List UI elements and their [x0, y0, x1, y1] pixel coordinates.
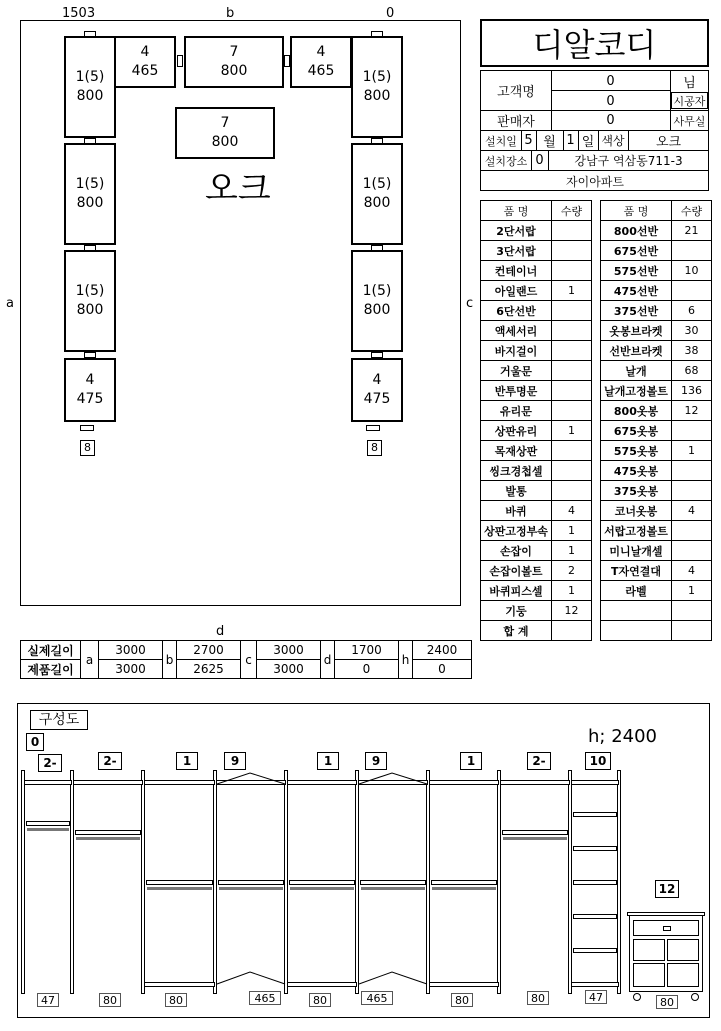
part-qty: [672, 281, 712, 301]
table-row: [601, 481, 712, 501]
hanging-rod: [76, 837, 140, 840]
plan-unit: 7 800: [184, 36, 284, 88]
table-row: [601, 261, 712, 281]
part-name: 상판고정부속: [481, 521, 552, 541]
island-unit: 7 800: [175, 107, 275, 159]
part-name: 575선반: [601, 261, 672, 281]
table-row: [601, 221, 712, 241]
part-qty: [552, 241, 592, 261]
table-row: [481, 421, 592, 441]
hanging-rod: [219, 887, 283, 890]
pole: [497, 770, 501, 994]
end-cap: [80, 425, 94, 431]
color-value: 오크: [655, 135, 682, 150]
plan-unit: 4 465: [290, 36, 352, 88]
customer-value: 0: [606, 73, 615, 89]
place-code: 0: [535, 153, 544, 168]
width-label: 465: [361, 991, 393, 1005]
table-row: [601, 401, 712, 421]
shelf: [573, 914, 617, 919]
width-label: 80: [309, 993, 331, 1007]
hanging-rod: [361, 887, 425, 890]
part-qty: 1: [672, 441, 712, 461]
total-empty: [601, 621, 672, 641]
pole: [284, 770, 288, 994]
table-row: [601, 241, 712, 261]
shelf: [289, 880, 355, 885]
customer-info: [480, 70, 709, 191]
side-c-label: c: [466, 296, 474, 311]
end-tag-right: 8: [367, 440, 382, 456]
d-prod: 0: [335, 660, 399, 679]
pole: [141, 770, 145, 994]
part-name: 바퀴: [481, 501, 552, 521]
part-qty: [672, 601, 712, 621]
plan-unit: 1(5) 800: [351, 143, 403, 245]
table-row: [601, 501, 712, 521]
shelf: [144, 780, 215, 785]
col-h-name: h: [399, 641, 413, 679]
part-name: 발통: [481, 481, 552, 501]
part-qty: [552, 481, 592, 501]
product-length-label: 제품길이: [21, 660, 81, 679]
part-name: 675옷봉: [601, 421, 672, 441]
h-real: 2400: [413, 641, 472, 660]
total-qty: [672, 621, 712, 641]
b-prod: 2625: [177, 660, 241, 679]
total-row: [601, 621, 712, 641]
part-name: 3단서랍: [481, 241, 552, 261]
table-row: [601, 421, 712, 441]
shelf: [218, 880, 284, 885]
part-name: 바퀴피스셀: [481, 581, 552, 601]
shelf: [360, 880, 426, 885]
installer-label: 시공자: [671, 92, 708, 109]
width-label: 47: [585, 990, 607, 1004]
table-row: [481, 481, 592, 501]
pole: [355, 770, 359, 994]
col-c-name: c: [241, 641, 257, 679]
honorific: 님: [683, 75, 696, 91]
measurement-table: [20, 640, 472, 679]
corner-right-label: 0: [386, 6, 395, 21]
table-row: [481, 581, 592, 601]
color-field-label: 색상: [601, 134, 625, 148]
shelf: [24, 780, 72, 785]
shelf: [287, 780, 357, 785]
pole: [70, 770, 74, 994]
total-label: 합 계: [481, 621, 552, 641]
part-name: 2단서랍: [481, 221, 552, 241]
parts-header-row: [481, 201, 592, 221]
shelf: [26, 821, 70, 826]
corner-shelf: [357, 970, 429, 986]
part-qty: 68: [672, 361, 712, 381]
width-label: 80: [527, 991, 549, 1005]
part-label: 1: [176, 752, 198, 770]
table-row: [481, 601, 592, 621]
col-a-name: a: [81, 641, 99, 679]
connector-tab: [177, 55, 183, 67]
seller-label: 판매자: [497, 115, 535, 130]
table-row: [481, 521, 592, 541]
part-label: 9: [224, 752, 246, 770]
header-qty: 수량: [552, 201, 592, 221]
part-name: [601, 601, 672, 621]
part-qty: 1: [552, 421, 592, 441]
part-name: 6단선반: [481, 301, 552, 321]
drawer: [633, 963, 665, 987]
part-qty: 38: [672, 341, 712, 361]
part-name: 액세서리: [481, 321, 552, 341]
hanging-rod: [503, 837, 567, 840]
drawer-handle: [663, 926, 671, 931]
part-qty: 30: [672, 321, 712, 341]
col-d-name: d: [321, 641, 335, 679]
part-label: 9: [365, 752, 387, 770]
hanging-rod: [27, 828, 69, 831]
shelf: [571, 982, 619, 987]
part-qty: 12: [552, 601, 592, 621]
part-qty: [552, 401, 592, 421]
part-qty: [672, 541, 712, 561]
part-label: 2-: [98, 752, 122, 770]
width-label: 80: [99, 993, 121, 1007]
part-qty: 21: [672, 221, 712, 241]
width-label: 80: [656, 995, 678, 1009]
table-row: [481, 321, 592, 341]
part-qty: 4: [672, 501, 712, 521]
part-label: 2-: [527, 752, 551, 770]
place-label: 설치장소: [484, 154, 528, 168]
part-qty: [552, 461, 592, 481]
part-qty: [552, 221, 592, 241]
table-row: [601, 441, 712, 461]
part-qty: [552, 381, 592, 401]
part-name: 475옷봉: [601, 461, 672, 481]
part-name: 날개고정볼트: [601, 381, 672, 401]
drawer: [633, 939, 665, 961]
table-row: [601, 381, 712, 401]
a-prod: 3000: [99, 660, 163, 679]
shelf: [75, 830, 141, 835]
b-real: 2700: [177, 641, 241, 660]
install-month: 5: [524, 133, 533, 148]
install-day: 1: [566, 133, 575, 148]
corner-shelf: [357, 772, 429, 786]
h-prod: 0: [413, 660, 472, 679]
corner-shelf: [215, 970, 287, 986]
side-a-label: a: [6, 296, 14, 311]
part-qty: 1: [552, 281, 592, 301]
parts-table-right: [600, 200, 712, 641]
part-name: 575옷봉: [601, 441, 672, 461]
corner-shelf: [215, 772, 287, 786]
shelf: [287, 982, 357, 987]
table-row: [601, 301, 712, 321]
col-b-name: b: [163, 641, 177, 679]
shelf: [573, 948, 617, 953]
shelf: [502, 830, 568, 835]
island-top: [627, 912, 705, 916]
brand-name: 디알코디: [532, 26, 657, 64]
part-name: 목재상판: [481, 441, 552, 461]
part-qty: 4: [552, 501, 592, 521]
part-name: 유리문: [481, 401, 552, 421]
total-qty: [552, 621, 592, 641]
part-qty: 1: [552, 521, 592, 541]
pole: [21, 770, 25, 994]
table-row: [601, 281, 712, 301]
corner-left-label: 1503: [62, 6, 96, 21]
table-row: [481, 401, 592, 421]
part-name: 상판유리: [481, 421, 552, 441]
pole: [213, 770, 217, 994]
part-name: 800옷봉: [601, 401, 672, 421]
table-row: [481, 341, 592, 361]
part-name: 코너옷봉: [601, 501, 672, 521]
table-row: [601, 601, 712, 621]
part-qty: [672, 461, 712, 481]
drawer: [667, 939, 699, 961]
table-row: [481, 441, 592, 461]
header-item: 품 명: [481, 201, 552, 221]
part-name: 475선반: [601, 281, 672, 301]
part-label: 12: [655, 880, 679, 898]
day-label: 일: [581, 135, 595, 150]
table-row: [601, 361, 712, 381]
table-row: [601, 581, 712, 601]
part-label: 1: [460, 752, 482, 770]
table-row: [481, 301, 592, 321]
office-label: 사무실: [673, 114, 706, 128]
plan-unit: 1(5) 800: [351, 36, 403, 138]
part-qty: [552, 341, 592, 361]
real-length-label: 실제길이: [21, 641, 81, 660]
part-qty: [552, 261, 592, 281]
part-qty: 2: [552, 561, 592, 581]
header-item: 품 명: [601, 201, 672, 221]
table-row: [481, 381, 592, 401]
table-row: [481, 561, 592, 581]
part-qty: [552, 361, 592, 381]
shelf: [573, 880, 617, 885]
shelf: [500, 780, 570, 785]
hanging-rod: [290, 887, 354, 890]
table-row: [481, 461, 592, 481]
table-row: [481, 261, 592, 281]
part-name: 375옷봉: [601, 481, 672, 501]
shelf: [431, 880, 497, 885]
width-label: 80: [165, 993, 187, 1007]
c-real: 3000: [257, 641, 321, 660]
part-qty: 6: [672, 301, 712, 321]
header-qty: 수량: [672, 201, 712, 221]
plan-unit: 4 475: [64, 358, 116, 422]
table-row: [481, 541, 592, 561]
shelf: [429, 982, 499, 987]
part-name: 선반브라켓: [601, 341, 672, 361]
end-cap: [366, 425, 380, 431]
drawer: [667, 963, 699, 987]
address: 강남구 역삼동711-3: [574, 154, 683, 168]
part-qty: 1: [552, 541, 592, 561]
month-label: 월: [543, 135, 556, 150]
plan-unit: 4 475: [351, 358, 403, 422]
table-row: [481, 221, 592, 241]
part-label: 1: [317, 752, 339, 770]
table-row: [601, 561, 712, 581]
part-qty: [672, 481, 712, 501]
part-qty: 12: [672, 401, 712, 421]
side-d-label: d: [216, 624, 225, 639]
shelf: [573, 846, 617, 851]
install-date-label: 설치일: [485, 134, 517, 148]
table-row: [601, 521, 712, 541]
pole: [617, 770, 621, 994]
shelf: [146, 880, 213, 885]
shelf: [73, 780, 143, 785]
width-label: 465: [249, 991, 281, 1005]
table-row: [481, 241, 592, 261]
part-name: 675선반: [601, 241, 672, 261]
table-row: [481, 361, 592, 381]
plan-unit: 4 465: [114, 36, 176, 88]
part-label: 10: [585, 752, 611, 770]
shelf: [429, 780, 499, 785]
part-name: 컨테이너: [481, 261, 552, 281]
d-real: 1700: [335, 641, 399, 660]
table-row: [481, 501, 592, 521]
pole: [568, 770, 572, 994]
apartment: 자이아파트: [566, 174, 624, 189]
height-label: h; 2400: [588, 726, 658, 747]
part-qty: [552, 301, 592, 321]
part-name: 손잡이: [481, 541, 552, 561]
plan-unit: 1(5) 800: [351, 250, 403, 352]
side-b-label: b: [226, 6, 235, 21]
part-name: 반투명문: [481, 381, 552, 401]
hanging-rod: [432, 887, 496, 890]
plan-unit: 1(5) 800: [64, 143, 116, 245]
part-qty: 1: [552, 581, 592, 601]
part-qty: 1: [672, 581, 712, 601]
width-label: 80: [451, 993, 473, 1007]
part-qty: [552, 441, 592, 461]
part-qty: [672, 241, 712, 261]
part-name: 손잡이볼트: [481, 561, 552, 581]
table-row: [481, 281, 592, 301]
part-name: 옷봉브라켓: [601, 321, 672, 341]
part-qty: 4: [672, 561, 712, 581]
part-label: 0: [26, 733, 44, 751]
part-qty: [672, 421, 712, 441]
part-name: 800선반: [601, 221, 672, 241]
part-name: 씽크경첩셀: [481, 461, 552, 481]
color-label: 오크: [205, 169, 271, 209]
part-qty: 136: [672, 381, 712, 401]
part-name: 375선반: [601, 301, 672, 321]
end-tag-left: 8: [80, 440, 95, 456]
elevation-title: 구성도: [30, 710, 88, 730]
part-name: 날개: [601, 361, 672, 381]
brand-box: [480, 19, 709, 67]
wheel-icon: [691, 993, 699, 1001]
total-row: [481, 621, 592, 641]
shelf: [571, 780, 619, 785]
part-name: 라벨: [601, 581, 672, 601]
part-label: 2-: [38, 754, 62, 772]
part-qty: 10: [672, 261, 712, 281]
table-row: [601, 461, 712, 481]
plan-unit: 1(5) 800: [64, 250, 116, 352]
seller-value: 0: [606, 113, 615, 128]
hanging-rod: [147, 887, 212, 890]
a-real: 3000: [99, 641, 163, 660]
part-name: T자연결대: [601, 561, 672, 581]
part-name: 아일랜드: [481, 281, 552, 301]
table-row: [601, 341, 712, 361]
parts-table-left: [480, 200, 592, 641]
customer-value-2: 0: [606, 93, 615, 109]
shelf: [144, 982, 215, 987]
part-name: 바지걸이: [481, 341, 552, 361]
wheel-icon: [633, 993, 641, 1001]
part-qty: [552, 321, 592, 341]
table-row: [601, 321, 712, 341]
parts-header-row: [601, 201, 712, 221]
shelf: [573, 812, 617, 817]
part-name: 기둥: [481, 601, 552, 621]
customer-label: 고객명: [497, 85, 535, 100]
part-qty: [672, 521, 712, 541]
plan-unit: 1(5) 800: [64, 36, 116, 138]
part-name: 미니날개셀: [601, 541, 672, 561]
width-label: 47: [37, 993, 59, 1007]
c-prod: 3000: [257, 660, 321, 679]
part-name: 거울문: [481, 361, 552, 381]
pole: [426, 770, 430, 994]
table-row: [601, 541, 712, 561]
part-name: 서랍고정볼트: [601, 521, 672, 541]
